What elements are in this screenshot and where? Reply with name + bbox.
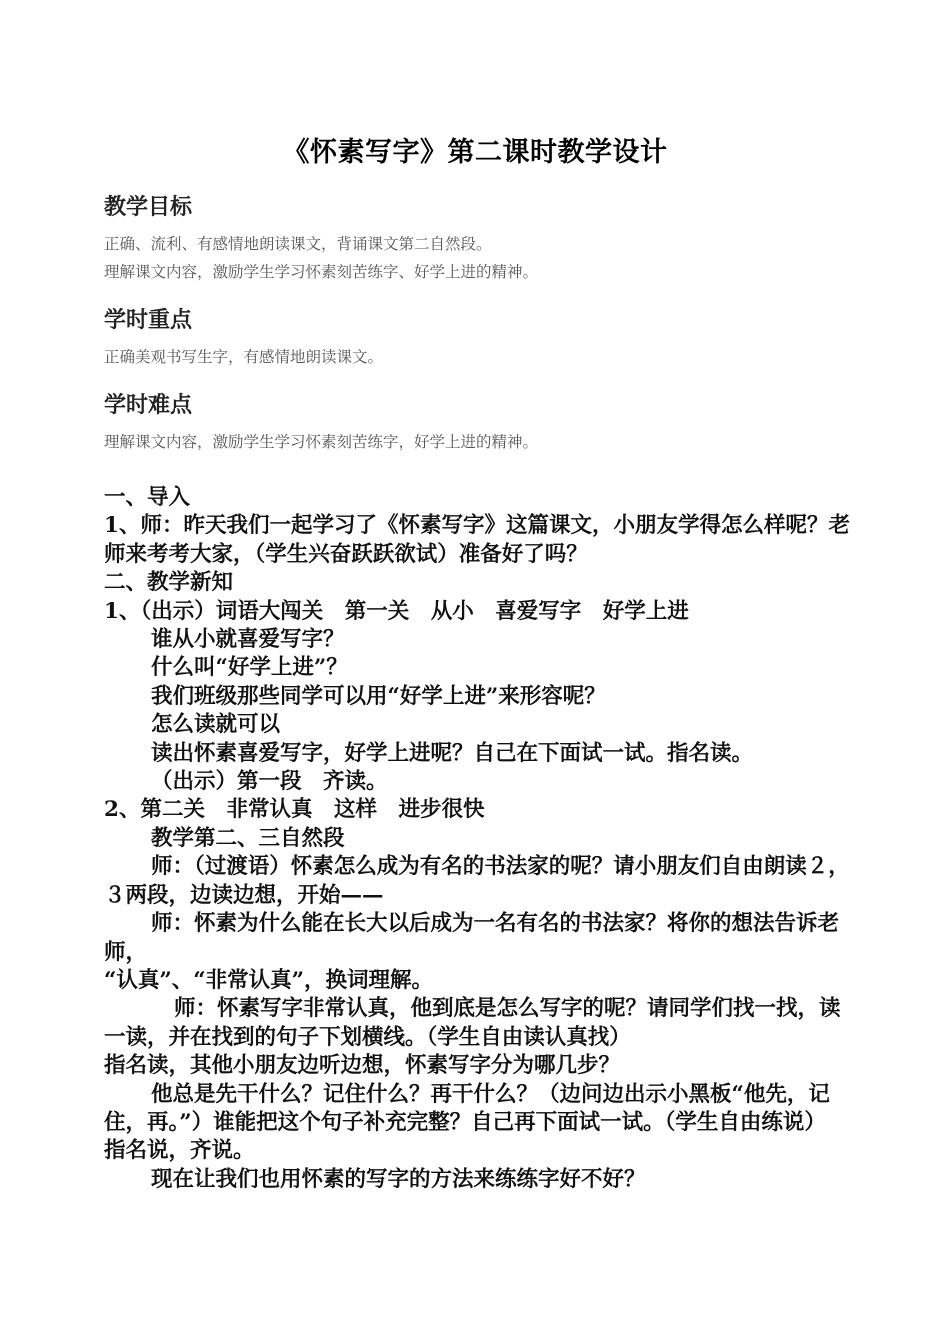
- section-1-heading: 一、导入: [104, 485, 191, 510]
- teacher-paragraph-3: 师：怀素写字非常认真，他到底是怎么写字的呢？请同学们找一找，读一读，并在找到的句子下划横线。（学生自由读认真找）: [104, 996, 841, 1050]
- teacher-paragraph-2: 师：怀素为什么能在长大以后成为一名有名的书法家？将你的想法告诉老师，: [104, 911, 840, 965]
- key-points-text: 正确美观书写生字，有感情地朗读课文。: [104, 348, 384, 366]
- objective-line-1: 正确、流利、有感情地朗读课文，背诵课文第二自然段。: [104, 235, 492, 253]
- question-5: 读出怀素喜爱写字，好学上进呢？自己在下面试一试。指名读。: [151, 740, 754, 766]
- key-points-body: [104, 343, 383, 371]
- practice-prompt: 现在让我们也用怀素的写字的方法来练练字好不好？: [151, 1166, 646, 1192]
- section-2-item-1: 1、（出示）词语大闯关 第一关 从小 喜爱写字 好学上进: [104, 598, 689, 624]
- difficulties-heading: 学时难点: [104, 393, 193, 418]
- question-4: 怎么读就可以: [151, 712, 281, 738]
- teacher-paragraph-1: 师：（过渡语）怀素怎么成为有名的书法家的呢？请小朋友们自由朗读２，３两段，边读边想，开始——: [104, 854, 850, 908]
- speaking-instruction: 指名说，齐说。: [104, 1138, 255, 1164]
- steps-question: 他总是先干什么？记住什么？再干什么？（边问边出示小黑板“他先，记住，再。”）谁能把这个句子补充完整？自己再下面试一试。（学生自由练说）: [104, 1081, 830, 1135]
- section-2-heading: 二、教学新知: [104, 570, 234, 596]
- objectives-heading: 教学目标: [104, 195, 193, 220]
- question-2: 什么叫“好学上进”？: [151, 655, 348, 681]
- question-1: 谁从小就喜爱写字？: [151, 627, 345, 653]
- key-points-heading: 学时重点: [104, 308, 193, 333]
- difficulties-text: 理解课文内容，激励学生学习怀素刻苦练字，好学上进的精神。: [104, 433, 539, 451]
- question-3: 我们班级那些同学可以用“好学上进”来形容呢？: [151, 683, 606, 709]
- section-2-item-2: 2、第二关 非常认真 这样 进步很快: [104, 797, 485, 823]
- objectives-body: [104, 230, 538, 286]
- question-6: （出示）第一段 齐读。: [151, 769, 388, 795]
- teach-paragraphs-label: 教学第二、三自然段: [151, 825, 345, 851]
- objective-line-2: 理解课文内容，激励学生学习怀素刻苦练字、好学上进的精神。: [104, 263, 539, 281]
- section-1-paragraph: 1、师：昨天我们一起学习了《怀素写字》这篇课文，小朋友学得怎么样呢？老师来考考大家，（学生兴奋跃跃欲试）准备好了吗？: [104, 513, 850, 567]
- reading-instruction: 指名读，其他小朋友边听边想，怀素写字分为哪几步？: [104, 1053, 621, 1079]
- word-explanation: “认真”、“非常认真”，换词理解。: [104, 967, 433, 993]
- document-title: 《怀素写字》第二课时教学设计: [282, 137, 668, 168]
- lesson-content: [104, 484, 854, 1194]
- difficulties-body: [104, 428, 538, 456]
